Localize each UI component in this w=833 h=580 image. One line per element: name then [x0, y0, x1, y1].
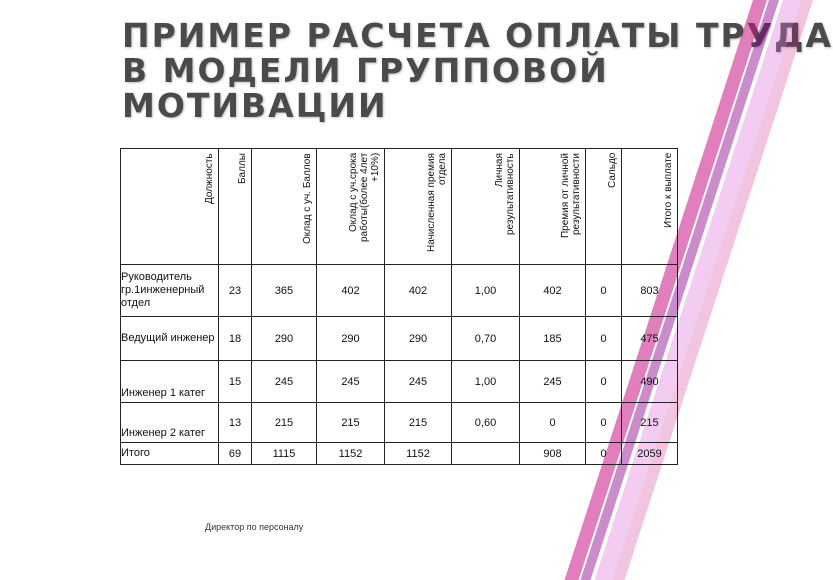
header-salary-points: Оклад с уч. Баллов [252, 149, 317, 265]
cell-value: 69 [219, 443, 252, 465]
cell-value: 23 [219, 265, 252, 317]
cell-value: 803 [622, 265, 678, 317]
cell-value: 290 [252, 317, 317, 361]
header-position: Должность [121, 149, 219, 265]
cell-value: 908 [520, 443, 586, 465]
cell-value: 2059 [622, 443, 678, 465]
cell-value: 402 [317, 265, 385, 317]
cell-value: 0 [586, 317, 622, 361]
cell-value: 1115 [252, 443, 317, 465]
cell-value: 245 [317, 361, 385, 403]
title-line-3: МОТИВАЦИИ [122, 86, 388, 125]
cell-value: 402 [385, 265, 452, 317]
table-row [121, 361, 678, 403]
header-salary-tenure: Оклад с уч.срока работы(более 4лет +10%) [317, 149, 385, 265]
cell-position: Инженер 2 катег [121, 403, 219, 443]
cell-value: 215 [385, 403, 452, 443]
cell-value: 215 [252, 403, 317, 443]
table-row [121, 317, 678, 361]
cell-value: 1,00 [452, 361, 520, 403]
cell-value: 402 [520, 265, 586, 317]
title-line-2: В МОДЕЛИ ГРУППОВОЙ [122, 51, 609, 90]
title-line-1: ПРИМЕР РАСЧЕТА ОПЛАТЫ ТРУДА [122, 16, 833, 55]
cell-value: 18 [219, 317, 252, 361]
cell-value [452, 443, 520, 465]
footer-signature-label: Директор по персоналу [205, 522, 304, 532]
cell-value: 290 [317, 317, 385, 361]
header-total-payout: Итого к выплате [622, 149, 678, 265]
cell-position: Инженер 1 катег [121, 361, 219, 403]
header-row [121, 149, 678, 265]
cell-position: Ведущий инженер [121, 317, 219, 361]
salary-table [120, 148, 678, 465]
header-balance: Сальдо [586, 149, 622, 265]
header-personal-bonus: Премия от личной результативности [520, 149, 586, 265]
cell-value: 0,70 [452, 317, 520, 361]
cell-value: 490 [622, 361, 678, 403]
table-row [121, 403, 678, 443]
header-dept-bonus: Начисленная премия отдела [385, 149, 452, 265]
cell-value: 365 [252, 265, 317, 317]
cell-value: 1152 [317, 443, 385, 465]
cell-value: 475 [622, 317, 678, 361]
cell-value: 0,60 [452, 403, 520, 443]
cell-position: Руководитель гр.1инженерный отдел [121, 265, 219, 317]
cell-value: 185 [520, 317, 586, 361]
cell-value: 245 [520, 361, 586, 403]
cell-value: 13 [219, 403, 252, 443]
cell-value: 1,00 [452, 265, 520, 317]
cell-value: 245 [252, 361, 317, 403]
table-row-total [121, 443, 678, 465]
header-personal-performance: Личная результативность [452, 149, 520, 265]
header-points: Баллы [219, 149, 252, 265]
cell-value: 290 [385, 317, 452, 361]
slide-title [122, 16, 833, 125]
cell-value: 245 [385, 361, 452, 403]
cell-value: 215 [622, 403, 678, 443]
cell-position: Итого [121, 443, 219, 465]
cell-value: 0 [586, 403, 622, 443]
cell-value: 215 [317, 403, 385, 443]
cell-value: 1152 [385, 443, 452, 465]
cell-value: 0 [586, 361, 622, 403]
cell-value: 0 [586, 265, 622, 317]
cell-value: 15 [219, 361, 252, 403]
table-row [121, 265, 678, 317]
cell-value: 0 [586, 443, 622, 465]
cell-value: 0 [520, 403, 586, 443]
